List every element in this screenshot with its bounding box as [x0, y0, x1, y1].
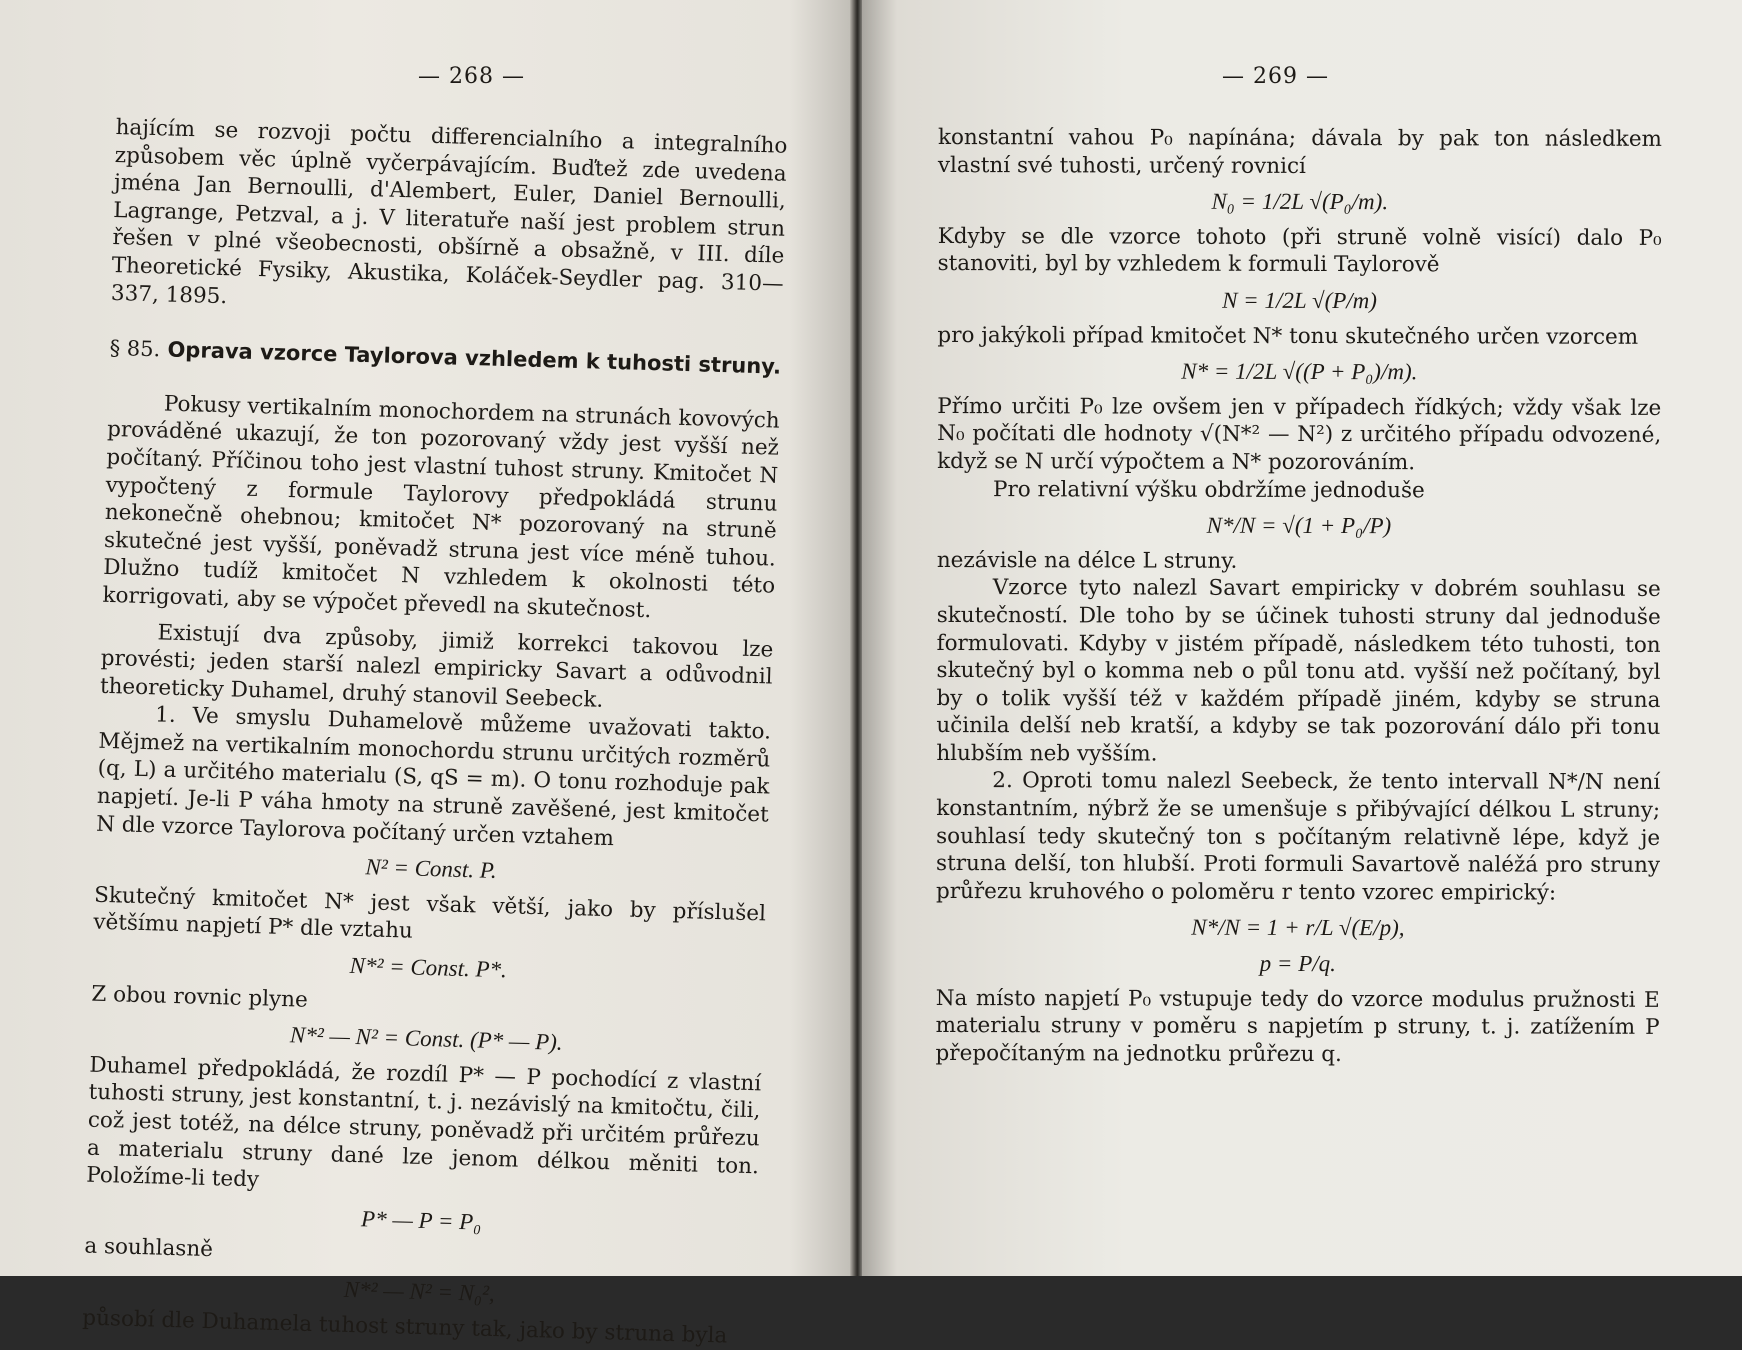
paragraph: Z obou rovnic plyne: [91, 981, 309, 1013]
equation: N² = Const. P.: [365, 854, 498, 884]
paragraph: Existují dva způsoby, jimiž korrekci takovou lze provésti; jeden starší nalezl empiricky Savart a odůvodnil theoreticky Duhamel, druhý stanovil Seebeck.: [99, 619, 774, 713]
paragraph: a souhlasně: [84, 1233, 214, 1263]
paragraph: konstantní vahou P₀ napínána; dávala by pak ton následkem vlastní své tuhosti, určený rovnicí: [937, 125, 1662, 179]
paragraph: Kdyby se dle vzorce tohoto (při struně volně visící) dalo P₀ stanoviti, byl by vzhledem k formuli Taylorově: [937, 223, 1662, 278]
paragraph: nezávisle na délce L struny.: [936, 547, 1238, 574]
equation: N*² — N² = Const. (P* — P).: [289, 1022, 563, 1056]
page-text: [936, 124, 1662, 1069]
equation: N*² — N² = N₀²,: [343, 1276, 496, 1306]
page-number: — 269 —: [1222, 64, 1329, 89]
paragraph: Vzorce tyto nalezl Savart empiricky v dobrém souhlasu se skutečností. Dle toho by se účinek tuhosti struny dal jednoduše formulovati. Kdyby v jistém případě, následkem této tuhosti, ton skutečný byl o komma neb o půl tonu atd. vyšší než počítaný, byl by o tolik vyšší též v každém případě jiném, kdyby se struna učinila delší neb kratší, a kdyby se tak pozorování dálo při tonu hlubším neb vyšším.: [936, 575, 1661, 767]
page-number: — 268 —: [418, 64, 525, 89]
paragraph: Pokusy vertikalním monochordem na strunách kovových prováděné ukazují, že ton pozorovaný vždy jest vyšší než počítaný. Příčinou toho jest vlastní tuhost struny. Kmitočet N vypočtený z formule Taylorovy předpokládá strunu nekonečně ohebnou; kmitočet N* pozorovaný na struně skutečné jest vyšší, poněvadž struna jest více méně tuhou. Dlužno tudíž kmitočet N vzhledem k okolnosti této korrigovati, aby se výpočet převedl na skutečnost.: [102, 391, 781, 624]
paragraph: Duhamel předpokládá, že rozdíl P* — P pochodící z vlastní tuhosti struny, jest konstantní, t. j. nezávislý na kmitočtu, čili, což jest totéž, na délce struny, poněvadž při určitém průřezu a materialu struny dané lze jenom délkou měniti ton. Položíme-li tedy: [86, 1052, 762, 1193]
equation: N*/N = √(1 + P₀/P): [1206, 512, 1392, 539]
left-page: [0, 0, 858, 1349]
equation: N = 1/2L √(P/m): [1222, 287, 1378, 314]
page-text: [82, 114, 788, 1350]
paragraph: 1. Ve smyslu Duhamelově můžeme uvažovati takto. Mějmež na vertikalním monochordu strunu určitých rozměrů (q, L) a určitého materialu (S, qS = m). O tonu rozhoduje pak napjetí. Je-li P váha hmoty na struně zavěšené, jest kmitočet N dle vzorce Taylorova počítaný určen vztahem: [95, 702, 772, 851]
paragraph: Skutečný kmitočet N* jest však větší, jako by příslušel většímu napjetí P* dle vztahu: [93, 882, 767, 945]
paragraph: Přímo určiti P₀ lze ovšem jen v případech řídkých; vždy však lze N₀ počítati dle hodnoty √(N*² — N²) z určitého případu odvozené, když se N určí výpočtem a N* pozorováním.: [937, 393, 1662, 476]
section-title: Oprava vzorce Taylorova vzhledem k tuhosti struny.: [167, 337, 782, 379]
equation: P* — P = P₀: [360, 1206, 482, 1235]
paragraph: působí dle Duhamela tuhost struny tak, jako by struna byla: [82, 1305, 728, 1349]
equation: N₀ = 1/2L √(P₀/m).: [1211, 188, 1389, 215]
equation: N*/N = 1 + r/L √(E/p),: [1191, 915, 1405, 941]
equation: p = P/q.: [1259, 950, 1336, 977]
paragraph: 2. Oproti tomu nalezl Seebeck, že tento intervall N*/N není konstantním, nýbrž že se umenšuje s přibývající délkou L struny; souhlasí tedy skutečný ton s počítaným relativně lépe, když je struna delší, ton hlubší. Proti formuli Savartově naléžá pro struny průřezu kruhového o poloměru r tento vzorec empirický:: [935, 768, 1661, 906]
section-number: § 85.: [109, 336, 161, 362]
paragraph: Pro relativní výšku obdržíme jednoduše: [993, 476, 1425, 503]
paragraph: Na místo napjetí P₀ vstupuje tedy do vzorce modulus pružnosti E materialu struny v poměru s napjetím p struny, t. j. zatížením P přepočítaným na jednotku průřezu q.: [935, 985, 1660, 1067]
section-heading: [109, 335, 782, 381]
intro-paragraph: hajícím se rozvoji počtu differencialního a integralního způsobem věc úplně vyčerpávajícím. Buďtež zde uvedena jména Jan Bernoulli, d'Alembert, Euler, Daniel Bernoulli, Lagrange, Petzval, a j. V literatuře naší jest problem strun řešen v plné všeobecnosti, obšírně a obsažně, v III. díle Theoretické Fysiky, Akustika, Koláček-Seydler pag. 310—337, 1895.: [110, 114, 788, 309]
right-page: [862, 0, 1742, 1276]
paragraph: pro jakýkoli případ kmitočet N* tonu skutečného určen vzorcem: [937, 322, 1639, 350]
equation: N*² = Const. P*.: [349, 952, 508, 983]
equation: N* = 1/2L √((P + P₀)/m).: [1181, 358, 1418, 385]
